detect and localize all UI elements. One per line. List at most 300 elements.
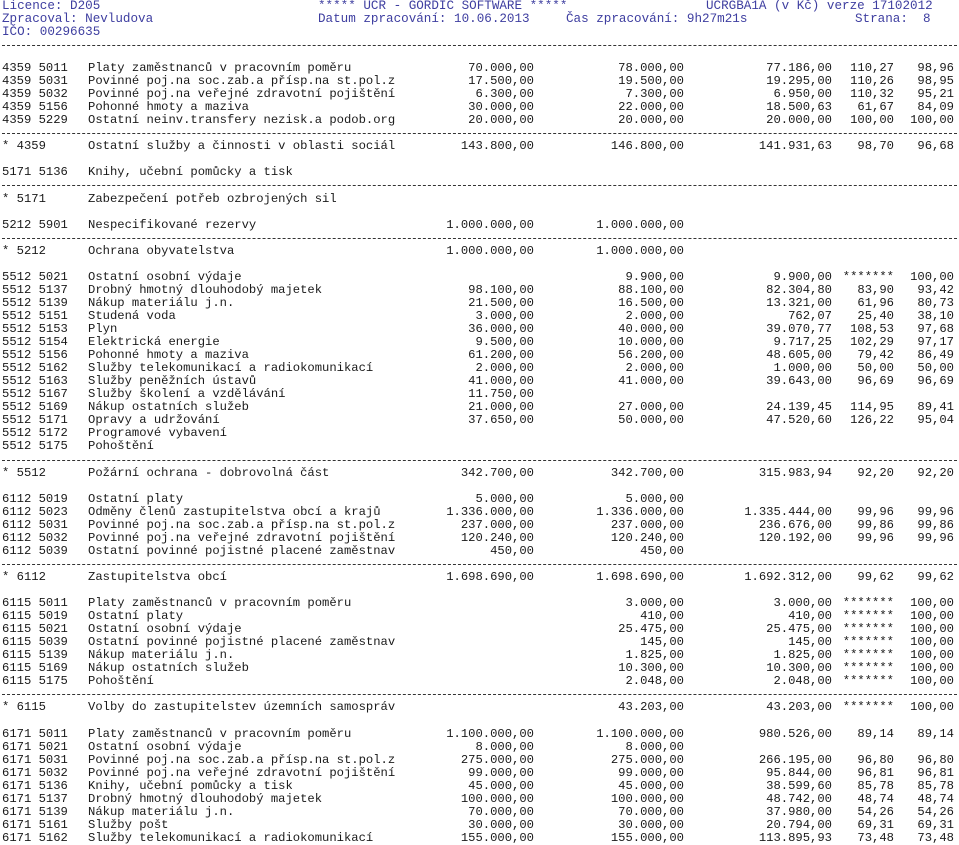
cell-p1: 48,74 [857, 791, 894, 806]
cell-p1: ******* [842, 609, 894, 624]
cell-c2: 7.300,00 [625, 87, 684, 102]
cell-c3: 6.950,00 [773, 87, 832, 102]
item-row [0, 219, 959, 232]
cell-c2: 8.000,00 [625, 739, 684, 754]
cell-text: Platy zaměstnanců v pracovním poměru [88, 61, 352, 75]
cell-p1: 99,96 [857, 530, 894, 545]
item-row [0, 545, 959, 558]
cell-text: Zabezpečení potřeb ozbrojených sil [88, 191, 337, 206]
subtotal-row [0, 193, 959, 206]
cell-c2: 100.000,00 [610, 791, 684, 806]
page-number: Strana: 8 [855, 12, 931, 26]
cell-p1: ******* [842, 635, 894, 650]
cell-c2: 1.698.690,00 [596, 569, 684, 584]
section-separator [2, 185, 957, 186]
cell-text: Elektrická energie [88, 335, 220, 350]
cell-p2: 98,96 [917, 61, 954, 75]
cell-c3: 980.526,00 [758, 726, 832, 741]
cell-p1: 54,26 [857, 804, 894, 819]
cell-c1: 70.000,00 [468, 61, 534, 75]
cell-c2: 1.336.000,00 [596, 504, 684, 519]
cell-c3: 18.500,63 [766, 100, 832, 115]
item-row [0, 62, 959, 75]
cell-c2: 450,00 [640, 543, 684, 558]
cell-code: 6171 5032 [2, 765, 68, 780]
cell-text: Zastupitelstva obcí [88, 569, 227, 584]
cell-text: Ostatní platy [88, 609, 184, 624]
cell-c3: 37.980,00 [766, 804, 832, 819]
cell-c3: 20.794,00 [766, 817, 832, 832]
item-row [0, 597, 959, 610]
cell-code: 6171 5162 [2, 830, 68, 845]
cell-p1: 96,81 [857, 765, 894, 780]
cell-c3: 1.335.444,00 [744, 504, 832, 519]
cell-c3: 120.192,00 [758, 530, 832, 545]
cell-c3: 1.000,00 [773, 361, 832, 376]
cell-p2: 54,26 [917, 804, 954, 819]
cell-c3: 236.676,00 [758, 517, 832, 532]
cell-p1: 100,00 [850, 113, 894, 128]
item-row [0, 284, 959, 297]
cell-code: 6171 5011 [2, 726, 68, 741]
cell-p1: 89,14 [857, 726, 894, 741]
header-line-2 [0, 13, 959, 26]
cell-code: 5512 5167 [2, 387, 68, 402]
software-title: ***** UCR - GORDIC SOFTWARE ***** [318, 0, 568, 13]
cell-c2: 2.000,00 [625, 361, 684, 376]
cell-p1: ******* [842, 596, 894, 611]
cell-c2: 275.000,00 [610, 752, 684, 767]
subtotal-row [0, 571, 959, 584]
cell-p1: 108,53 [850, 322, 894, 336]
cell-p1: 25,40 [857, 308, 894, 323]
cell-p1: ******* [842, 648, 894, 663]
cell-text: Ostatní platy [88, 491, 184, 506]
cell-c2: 5.000,00 [625, 491, 684, 506]
processing-time: Čas zpracování: 9h27m21s [566, 12, 748, 26]
cell-p1: ******* [842, 661, 894, 676]
subtotal-row [0, 245, 959, 258]
cell-code: 5512 5021 [2, 269, 68, 284]
cell-code: * 5512 [2, 465, 46, 480]
cell-text: Pohoštění [88, 439, 154, 454]
cell-c1: 6.300,00 [475, 87, 534, 102]
ico-label: IČO: 00296635 [2, 25, 101, 39]
cell-c3: 10.300,00 [766, 661, 832, 676]
cell-p1: 92,20 [857, 465, 894, 480]
item-row [0, 375, 959, 388]
cell-p1: 61,67 [857, 100, 894, 115]
cell-text: Povinné poj.na veřejné zdravotní pojištění [88, 87, 396, 102]
cell-c2: 1.100.000,00 [596, 726, 684, 741]
cell-p2: 96,68 [917, 139, 954, 154]
cell-c1: 9.500,00 [475, 335, 534, 350]
cell-code: * 5171 [2, 191, 46, 206]
item-row [0, 310, 959, 323]
cell-c3: 1.692.312,00 [744, 569, 832, 584]
item-row [0, 114, 959, 127]
cell-c3: 82.304,80 [766, 282, 832, 297]
item-row [0, 728, 959, 741]
item-row [0, 623, 959, 636]
cell-c3: 13.321,00 [766, 295, 832, 310]
cell-code: 6115 5021 [2, 622, 68, 637]
item-row [0, 754, 959, 767]
cell-p1: 61,96 [857, 295, 894, 310]
section-separator [2, 133, 957, 134]
cell-p1: 83,90 [857, 282, 894, 297]
cell-c3: 39.643,00 [766, 374, 832, 389]
cell-p2: 89,14 [917, 726, 954, 741]
cell-p2: 100,00 [910, 609, 954, 624]
cell-c3: 20.000,00 [766, 113, 832, 128]
cell-p2: 98,95 [917, 74, 954, 89]
cell-c1: 37.650,00 [468, 413, 534, 428]
cell-c1: 30.000,00 [468, 817, 534, 832]
cell-text: Nespecifikované rezervy [88, 217, 257, 232]
cell-p2: 95,04 [917, 413, 954, 428]
cell-code: 6112 5019 [2, 491, 68, 506]
cell-text: Nákup materiálu j.n. [88, 295, 235, 310]
cell-c2: 25.475,00 [618, 622, 684, 637]
cell-c1: 275.000,00 [460, 752, 534, 767]
cell-c2: 1.000.000,00 [596, 217, 684, 232]
cell-p2: 80,73 [917, 295, 954, 310]
cell-c2: 99.000,00 [618, 765, 684, 780]
cell-c2: 22.000,00 [618, 100, 684, 115]
cell-c2: 155.000,00 [610, 830, 684, 845]
item-row [0, 780, 959, 793]
item-row [0, 271, 959, 284]
cell-code: 4359 5229 [2, 113, 68, 128]
cell-c2: 10.000,00 [618, 335, 684, 350]
cell-p2: 69,31 [917, 817, 954, 832]
cell-c1: 36.000,00 [468, 322, 534, 336]
cell-p2: 100,00 [910, 648, 954, 663]
item-row [0, 506, 959, 519]
cell-p2: 93,42 [917, 282, 954, 297]
cell-p2: 96,69 [917, 374, 954, 389]
header-separator [2, 45, 957, 46]
cell-c1: 98.100,00 [468, 282, 534, 297]
cell-text: Ostatní povinné pojistné placené zaměstnav [88, 635, 396, 650]
cell-c2: 41.000,00 [618, 374, 684, 389]
cell-p1: 79,42 [857, 348, 894, 363]
cell-p1: 98,70 [857, 139, 894, 154]
item-row [0, 362, 959, 375]
cell-p1: 99,96 [857, 504, 894, 519]
cell-text: Ostatní osobní výdaje [88, 622, 242, 637]
cell-p1: 50,00 [857, 361, 894, 376]
cell-c3: 315.983,94 [758, 465, 832, 480]
cell-p1: 99,86 [857, 517, 894, 532]
cell-code: 6115 5175 [2, 674, 68, 689]
licence-label: Licence: D205 [2, 0, 101, 13]
cell-c3: 145,00 [788, 635, 832, 650]
item-row [0, 388, 959, 401]
cell-code: 5512 5175 [2, 439, 68, 454]
subtotal-row [0, 140, 959, 153]
cell-code: 5512 5171 [2, 413, 68, 428]
cell-p2: 100,00 [910, 661, 954, 676]
cell-code: 5171 5136 [2, 165, 68, 180]
cell-c1: 45.000,00 [468, 778, 534, 793]
item-row [0, 675, 959, 688]
item-row [0, 297, 959, 310]
cell-p2: 38,10 [917, 308, 954, 323]
cell-p2: 96,81 [917, 765, 954, 780]
cell-c2: 19.500,00 [618, 74, 684, 89]
item-row [0, 88, 959, 101]
cell-p1: 110,27 [850, 61, 894, 75]
cell-code: 6115 5139 [2, 648, 68, 663]
cell-c1: 20.000,00 [468, 113, 534, 128]
cell-c1: 21.500,00 [468, 295, 534, 310]
item-row [0, 832, 959, 845]
cell-text: Ostatní osobní výdaje [88, 739, 242, 754]
subtotal-row [0, 701, 959, 714]
cell-c1: 5.000,00 [475, 491, 534, 506]
cell-p2: 100,00 [910, 269, 954, 284]
cell-code: * 4359 [2, 139, 46, 154]
cell-p2: 100,00 [910, 596, 954, 611]
cell-c3: 38.599,60 [766, 778, 832, 793]
cell-text: Pohonné hmoty a maziva [88, 348, 249, 363]
cell-c2: 16.500,00 [618, 295, 684, 310]
cell-c3: 19.295,00 [766, 74, 832, 89]
item-row [0, 662, 959, 675]
cell-code: 5212 5901 [2, 217, 68, 232]
cell-p2: 99,96 [917, 530, 954, 545]
cell-code: 6171 5139 [2, 804, 68, 819]
cell-p1: 102,29 [850, 335, 894, 350]
cell-c1: 1.698.690,00 [446, 569, 534, 584]
cell-text: Služby školení a vzdělávání [88, 387, 286, 402]
cell-p1: 96,69 [857, 374, 894, 389]
cell-c2: 410,00 [640, 609, 684, 624]
cell-code: 5512 5154 [2, 335, 68, 350]
item-row [0, 323, 959, 336]
item-row [0, 414, 959, 427]
cell-text: Služby peněžních ústavů [88, 374, 257, 389]
cell-c2: 45.000,00 [618, 778, 684, 793]
cell-c2: 2.000,00 [625, 308, 684, 323]
item-row [0, 610, 959, 623]
cell-c1: 61.200,00 [468, 348, 534, 363]
cell-c2: 30.000,00 [618, 817, 684, 832]
program-version: UCRGBA1A (v Kč) verze 17102012 [706, 0, 933, 13]
cell-c1: 8.000,00 [475, 739, 534, 754]
item-row [0, 401, 959, 414]
cell-c3: 24.139,45 [766, 400, 832, 415]
cell-p2: 86,49 [917, 348, 954, 363]
cell-c3: 2.048,00 [773, 674, 832, 689]
cell-c2: 342.700,00 [610, 465, 684, 480]
cell-code: 5512 5153 [2, 322, 68, 336]
cell-c3: 266.195,00 [758, 752, 832, 767]
item-row [0, 767, 959, 780]
cell-c1: 1.000.000,00 [446, 217, 534, 232]
cell-c2: 120.240,00 [610, 530, 684, 545]
item-row [0, 819, 959, 832]
cell-code: * 5212 [2, 243, 46, 258]
item-row [0, 519, 959, 532]
cell-c2: 20.000,00 [618, 113, 684, 128]
cell-code: 6112 5039 [2, 543, 68, 558]
cell-c3: 113.895,93 [758, 830, 832, 845]
cell-c2: 27.000,00 [618, 400, 684, 415]
cell-c1: 3.000,00 [475, 308, 534, 323]
cell-p2: 97,68 [917, 322, 954, 336]
item-row [0, 440, 959, 453]
cell-text: Ostatní neinv.transfery nezisk.a podob.org [88, 113, 396, 128]
item-row [0, 793, 959, 806]
cell-text: Povinné poj.na veřejné zdravotní pojištění [88, 530, 396, 545]
cell-c3: 3.000,00 [773, 596, 832, 611]
cell-c1: 143.800,00 [460, 139, 534, 154]
cell-p2: 48,74 [917, 791, 954, 806]
item-row [0, 806, 959, 819]
cell-text: Pohonné hmoty a maziva [88, 100, 249, 115]
subtotal-row [0, 467, 959, 480]
item-row [0, 493, 959, 506]
cell-code: 6115 5019 [2, 609, 68, 624]
cell-text: Povinné poj.na soc.zab.a přísp.na st.pol.z [88, 74, 396, 89]
cell-text: Služby telekomunikací a radiokomunikací [88, 830, 374, 845]
item-row [0, 349, 959, 362]
cell-p2: 92,20 [917, 465, 954, 480]
item-row [0, 166, 959, 179]
cell-p1: 96,80 [857, 752, 894, 767]
cell-c1: 17.500,00 [468, 74, 534, 89]
cell-c1: 100.000,00 [460, 791, 534, 806]
cell-text: Služby pošt [88, 817, 169, 832]
cell-c2: 1.825,00 [625, 648, 684, 663]
item-row [0, 336, 959, 349]
cell-text: Volby do zastupitelstev územních samospráv [88, 700, 396, 715]
cell-c3: 95.844,00 [766, 765, 832, 780]
cell-c2: 50.000,00 [618, 413, 684, 428]
cell-text: Ochrana obyvatelstva [88, 243, 235, 258]
cell-p2: 100,00 [910, 635, 954, 650]
cell-c2: 145,00 [640, 635, 684, 650]
cell-text: Povinné poj.na veřejné zdravotní pojištění [88, 765, 396, 780]
cell-p1: 73,48 [857, 830, 894, 845]
cell-code: 5512 5151 [2, 308, 68, 323]
cell-p2: 100,00 [910, 700, 954, 715]
cell-text: Povinné poj.na soc.zab.a přísp.na st.pol.z [88, 517, 396, 532]
cell-c1: 1.000.000,00 [446, 243, 534, 258]
cell-text: Povinné poj.na soc.zab.a přísp.na st.pol.z [88, 752, 396, 767]
cell-text: Ostatní služby a činnosti v oblasti sociál [88, 139, 396, 154]
cell-c1: 1.336.000,00 [446, 504, 534, 519]
cell-p1: 126,22 [850, 413, 894, 428]
cell-c1: 21.000,00 [468, 400, 534, 415]
cell-c2: 1.000.000,00 [596, 243, 684, 258]
cell-c3: 47.520,60 [766, 413, 832, 428]
cell-text: Drobný hmotný dlouhodobý majetek [88, 282, 323, 297]
cell-c3: 9.717,25 [773, 335, 832, 350]
cell-code: 4359 5156 [2, 100, 68, 115]
section-separator [2, 694, 957, 695]
cell-p1: ******* [842, 622, 894, 637]
cell-c3: 1.825,00 [773, 648, 832, 663]
section-separator [2, 460, 957, 461]
header-line-3 [0, 26, 959, 39]
cell-p2: 95,21 [917, 87, 954, 102]
cell-text: Odměny členů zastupitelstva obcí a krajů [88, 504, 381, 519]
cell-text: Drobný hmotný dlouhodobý majetek [88, 791, 323, 806]
cell-code: 5512 5137 [2, 282, 68, 297]
cell-c2: 3.000,00 [625, 596, 684, 611]
cell-c3: 48.742,00 [766, 791, 832, 806]
cell-c3: 141.931,63 [758, 139, 832, 154]
cell-code: 6115 5039 [2, 635, 68, 650]
item-row [0, 75, 959, 88]
cell-p1: ******* [842, 674, 894, 689]
cell-code: 5512 5156 [2, 348, 68, 363]
cell-c1: 2.000,00 [475, 361, 534, 376]
cell-code: 6171 5161 [2, 817, 68, 832]
cell-code: 5512 5139 [2, 295, 68, 310]
cell-text: Knihy, učební pomůcky a tisk [88, 165, 293, 180]
cell-text: Studená voda [88, 308, 176, 323]
cell-c1: 11.750,00 [468, 387, 534, 402]
cell-text: Platy zaměstnanců v pracovním poměru [88, 726, 352, 741]
cell-c3: 48.605,00 [766, 348, 832, 363]
cell-p1: ******* [842, 700, 894, 715]
cell-code: * 6115 [2, 700, 46, 715]
cell-code: 6112 5031 [2, 517, 68, 532]
cell-c3: 25.475,00 [766, 622, 832, 637]
cell-c2: 2.048,00 [625, 674, 684, 689]
cell-text: Programové vybavení [88, 426, 227, 441]
cell-c1: 1.100.000,00 [446, 726, 534, 741]
cell-code: 4359 5031 [2, 74, 68, 89]
cell-text: Nákup materiálu j.n. [88, 804, 235, 819]
cell-c3: 43.203,00 [766, 700, 832, 715]
cell-code: 6171 5136 [2, 778, 68, 793]
cell-text: Služby telekomunikací a radiokomunikací [88, 361, 374, 376]
item-row [0, 101, 959, 114]
cell-c2: 88.100,00 [618, 282, 684, 297]
cell-c2: 237.000,00 [610, 517, 684, 532]
cell-c2: 78.000,00 [618, 61, 684, 75]
cell-code: * 6112 [2, 569, 46, 584]
cell-c2: 56.200,00 [618, 348, 684, 363]
cell-code: 6171 5021 [2, 739, 68, 754]
item-row [0, 741, 959, 754]
cell-p2: 99,86 [917, 517, 954, 532]
item-row [0, 636, 959, 649]
cell-code: 6115 5169 [2, 661, 68, 676]
cell-code: 5512 5172 [2, 426, 68, 441]
cell-p2: 100,00 [910, 113, 954, 128]
cell-code: 6171 5031 [2, 752, 68, 767]
cell-c2: 70.000,00 [618, 804, 684, 819]
cell-p1: 85,78 [857, 778, 894, 793]
cell-p2: 100,00 [910, 622, 954, 637]
cell-p2: 100,00 [910, 674, 954, 689]
cell-p2: 99,96 [917, 504, 954, 519]
cell-p1: 114,95 [850, 400, 894, 415]
cell-text: Plyn [88, 322, 118, 336]
cell-c1: 155.000,00 [460, 830, 534, 845]
cell-p2: 50,00 [917, 361, 954, 376]
cell-p2: 97,17 [917, 335, 954, 350]
item-row [0, 649, 959, 662]
cell-code: 6115 5011 [2, 596, 68, 611]
